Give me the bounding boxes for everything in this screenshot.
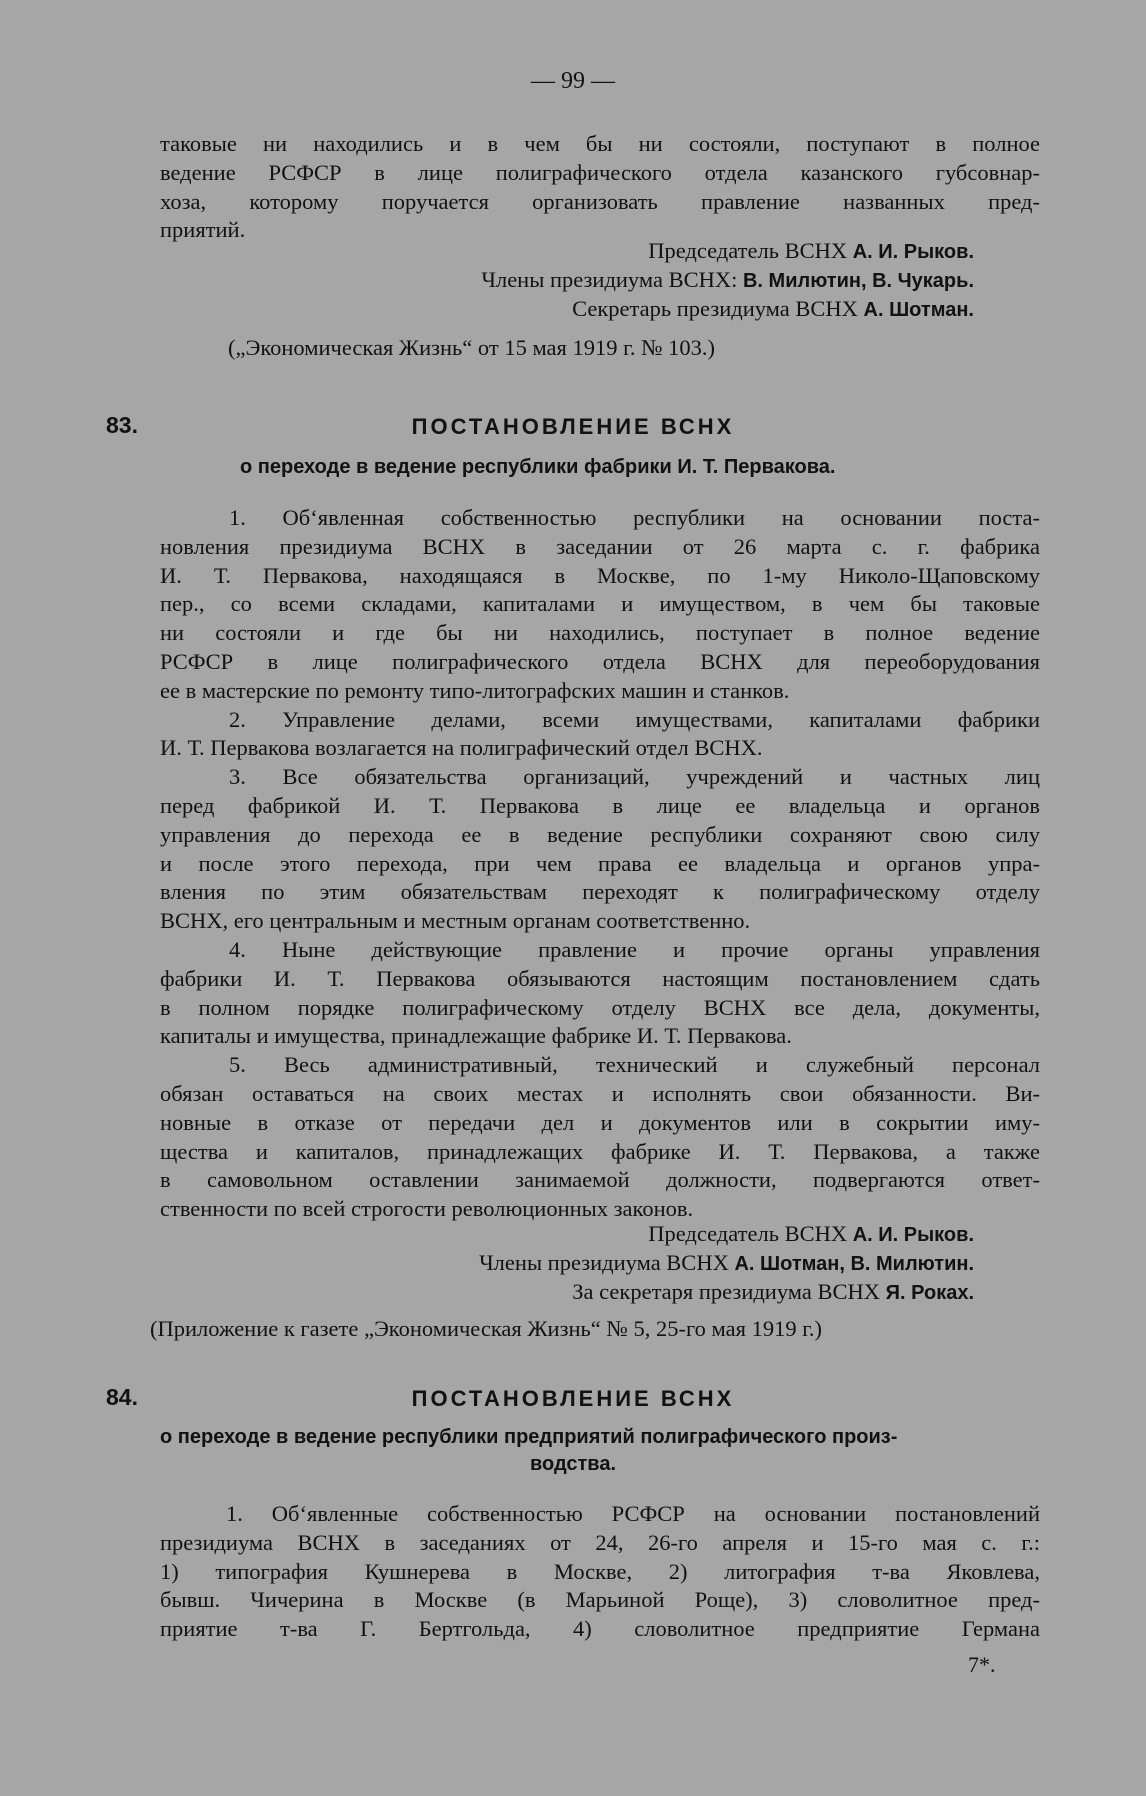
text-line: 1) типография Кушнерева в Москве, 2) литография т-ва Яковлева, [160, 1558, 1040, 1584]
decree-number: 83. [106, 412, 138, 438]
text-line: в полном порядке полиграфическому отделу ВСНХ все дела, документы, [160, 994, 1040, 1020]
decree-subtitle: о переходе в ведение республики предприятий полиграфического произ- [160, 1426, 898, 1448]
text-line: И. Т. Первакова возлагается на полиграфический отдел ВСНХ. [160, 735, 763, 761]
text-line: приятий. [160, 217, 246, 243]
decree-subtitle: водства. [529, 1453, 617, 1475]
text-line: новные в отказе от передачи дел и документов или в сокрытии иму- [160, 1109, 1040, 1135]
text-line: в самовольном оставлении занимаемой должности, подвергаются ответ- [160, 1167, 1040, 1193]
text-line: пер., со всеми складами, капиталами и имуществом, в чем бы таковые [160, 591, 1040, 617]
decree-number: 84. [106, 1384, 138, 1410]
text-line: капиталы и имущества, принадлежащие фабрике И. Т. Первакова. [160, 1023, 792, 1049]
text-line: бывш. Чичерина в Москве (в Марьиной Роще), 3) словолитное пред- [160, 1587, 1040, 1613]
source-citation: („Экономическая Жизнь“ от 15 мая 1919 г. № 103.) [228, 335, 716, 360]
source-citation: (Приложение к газете „Экономическая Жизнь“ № 5, 25-го мая 1919 г.) [150, 1316, 823, 1341]
text-line: фабрики И. Т. Первакова обязываются настоящим постановлением сдать [160, 965, 1040, 991]
signature-role: Председатель ВСНХ [648, 1221, 848, 1246]
decree-body [160, 1500, 1040, 1644]
signature-chairman [648, 1220, 974, 1250]
text-line: ни состояли и где бы ни находились, поступает в полное ведение [160, 620, 1040, 646]
text-line: 1. Об‘явленная собственностью республики на основании поста- [229, 505, 1040, 530]
text-line: новления президиума ВСНХ в заседании от 26 марта с. г. фабрика [160, 533, 1040, 559]
signature-role: Председатель ВСНХ [648, 238, 848, 263]
page-number: — 99 — [531, 68, 615, 94]
text-line: ее в мастерские по ремонту типо-литографских машин и станков. [160, 677, 790, 703]
decree-subtitle: о переходе в ведение республики фабрики И. Т. Первакова. [240, 456, 836, 478]
text-line: обязан оставаться на своих местах и исполнять свои обязанности. Ви- [160, 1080, 1040, 1106]
intro-paragraph [160, 130, 1040, 245]
signature-members [479, 1249, 974, 1279]
text-line: ственности по всей строгости революционных законов. [160, 1196, 694, 1222]
signature-role: Секретарь президиума ВСНХ [572, 296, 858, 321]
signature-role: За секретаря президиума ВСНХ [572, 1279, 881, 1304]
text-line: перед фабрикой И. Т. Первакова в лице ее владельца и органов [160, 792, 1040, 818]
signature-names: Я. Рокаx. [885, 1282, 974, 1304]
signature-secretary [572, 295, 974, 325]
signature-names: А. И. Рыков. [852, 1224, 974, 1246]
text-line: 1. Об‘явленные собственностью РСФСР на основании постановлений [226, 1501, 1040, 1526]
text-line: 2. Управление делами, всеми имуществами, капиталами фабрики [229, 706, 1040, 732]
text-line: управления до перехода ее в ведение республики сохраняют свою силу [160, 821, 1040, 847]
text-line: щества и капиталов, принадлежащих фабрике И. Т. Первакова, а также [160, 1138, 1040, 1164]
signature-names: А. Шотман, В. Милютин. [734, 1253, 974, 1275]
signature-names: А. И. Рыков. [852, 241, 974, 263]
text-line: приятие т-ва Г. Бертгольда, 4) словолитное предприятие Германа [160, 1616, 1040, 1642]
text-line: ведение РСФСР в лице полиграфического отдела казанского губсовнар- [160, 159, 1040, 185]
signature-chairman [648, 237, 974, 267]
signature-role: Члены президиума ВСНХ: [481, 267, 738, 292]
signature-secretary [572, 1278, 974, 1308]
text-line: И. Т. Первакова, находящаяся в Москве, по 1-му Николо-Щаповскому [160, 562, 1040, 588]
text-line: вления по этим обязательствам переходят к полиграфическому отделу [160, 879, 1040, 905]
decree-title: ПОСТАНОВЛЕНИЕ ВСНХ [411, 414, 735, 439]
signature-names: А. Шотман. [863, 299, 974, 321]
text-line: президиума ВСНХ в заседаниях от 24, 26-го апреля и 15-го мая с. г.: [160, 1529, 1040, 1555]
signature-members [481, 266, 974, 296]
text-line: хоза, которому поручается организовать правление названных пред- [160, 188, 1040, 214]
text-line: и после этого перехода, при чем права ее владельца и органов упра- [160, 850, 1040, 876]
text-line: ВСНХ, его центральным и местным органам соответственно. [160, 908, 751, 934]
text-line: 5. Весь административный, технический и служебный персонал [229, 1052, 1040, 1078]
text-line: РСФСР в лице полиграфического отдела ВСНХ для переоборудования [160, 648, 1040, 674]
signature-mark: 7*. [968, 1652, 996, 1677]
decree-body [160, 504, 1040, 1224]
signature-names: В. Милютин, В. Чукарь. [742, 270, 974, 292]
text-line: 3. Все обязательства организаций, учреждений и частных лиц [229, 764, 1040, 790]
text-line: таковые ни находились и в чем бы ни состояли, поступают в полное [160, 131, 1040, 156]
text-line: 4. Ныне действующие правление и прочие органы управления [229, 936, 1040, 962]
signature-role: Члены президиума ВСНХ [479, 1250, 729, 1275]
decree-title: ПОСТАНОВЛЕНИЕ ВСНХ [411, 1386, 735, 1411]
